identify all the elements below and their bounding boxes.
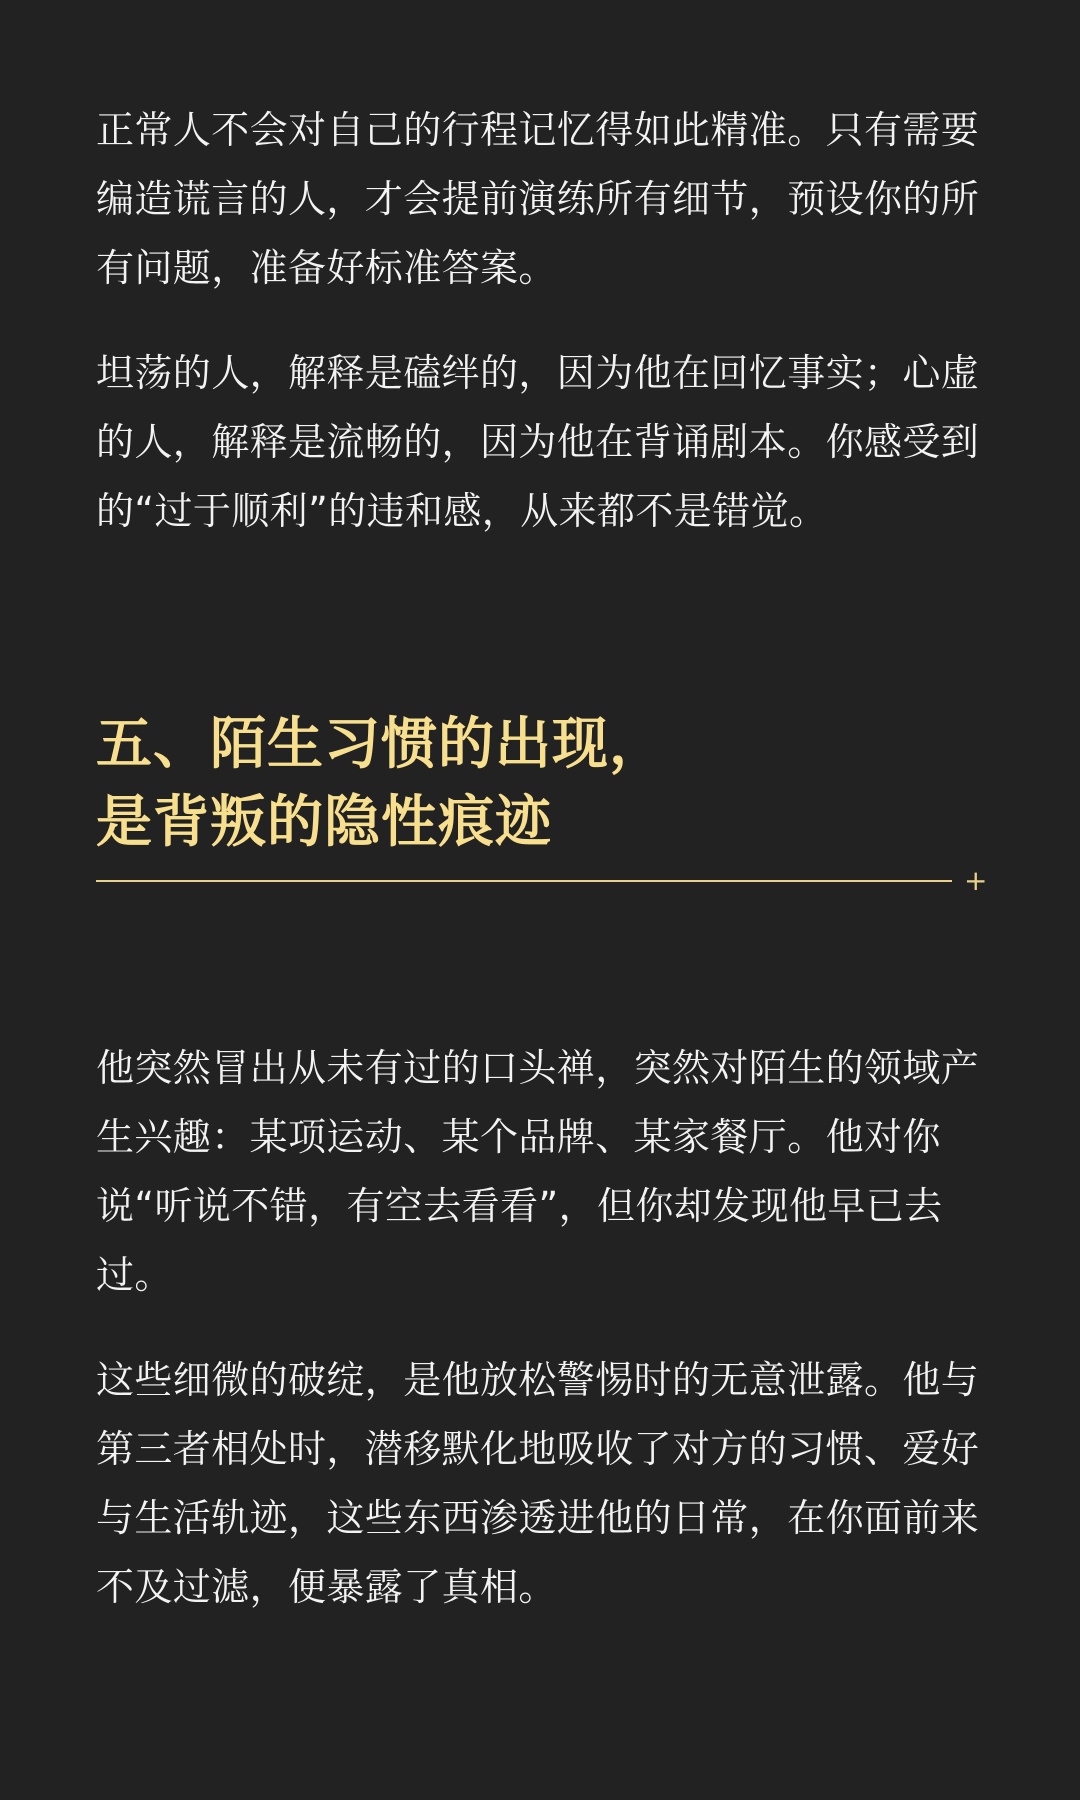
body-paragraph: 正常人不会对自己的行程记忆得如此精准。只有需要编造谎言的人，才会提前演练所有细节，预设你的所有问题，准备好标准答案。: [96, 108, 980, 290]
section-divider-line: [96, 880, 952, 882]
body-paragraph: 他突然冒出从未有过的口头禅，突然对陌生的领域产生兴趣：某项运动、某个品牌、某家餐厅。他对你说“听说不错，有空去看看”，但你却发现他早已去过。: [96, 1046, 980, 1297]
body-paragraph: 这些细微的破绽，是他放松警惕时的无意泄露。他与第三者相处时，潜移默化地吸收了对方的习惯、爱好与生活轨迹，这些东西渗透进他的日常，在你面前来不及过滤，便暴露了真相。: [96, 1358, 980, 1609]
section-heading: [96, 706, 984, 862]
plus-icon: +: [964, 864, 988, 897]
section-heading-line: 五、陌生习惯的出现，: [96, 712, 666, 777]
body-paragraph: 坦荡的人，解释是磕绊的，因为他在回忆事实；心虚的人，解释是流畅的，因为他在背诵剧本。你感受到的“过于顺利”的违和感，从来都不是错觉。: [96, 351, 980, 533]
section-heading-line: 是背叛的隐性痕迹: [96, 790, 552, 855]
